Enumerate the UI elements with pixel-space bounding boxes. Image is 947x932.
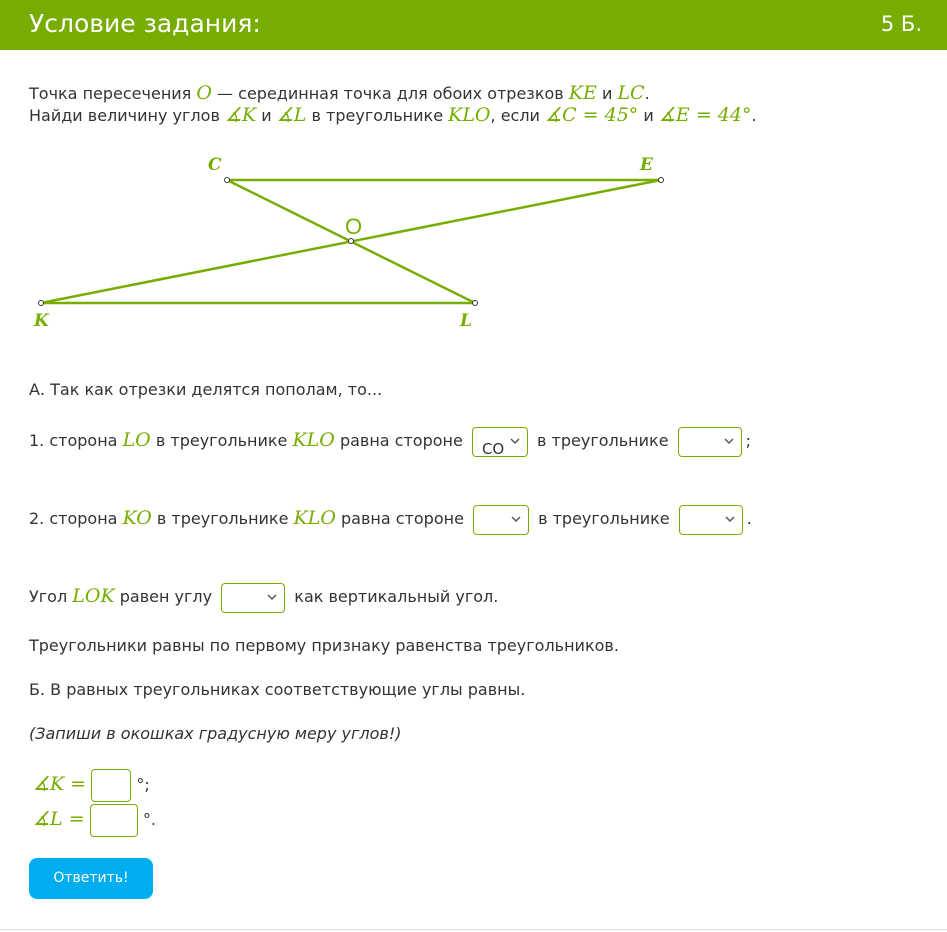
section-a-text: А. Так как отрезки делятся пополам, то... <box>29 380 383 399</box>
intro-line-1 <box>29 82 650 105</box>
answer-l-row <box>33 802 156 837</box>
math-angle-E: ∡E = 44° <box>658 104 752 126</box>
task-header <box>0 0 947 50</box>
point-E <box>659 178 664 183</box>
degree-suffix: °. <box>142 810 156 829</box>
intro-text: и <box>256 106 277 125</box>
math-angle-L: ∡L <box>276 104 307 126</box>
point-C <box>225 178 230 183</box>
label-C: C <box>208 155 222 175</box>
label-L: L <box>460 311 472 331</box>
row-text: равна стороне <box>334 431 468 450</box>
chevron-down-icon <box>725 516 735 523</box>
geometry-diagram <box>0 140 700 340</box>
row-2 <box>29 502 752 535</box>
math-LC: LC <box>617 82 645 104</box>
row-text: в треугольнике <box>533 509 675 528</box>
math-KLO: KLO <box>292 429 335 451</box>
math-KO: KO <box>122 507 152 529</box>
angle-k-input[interactable] <box>91 769 131 802</box>
chevron-down-icon <box>724 438 734 445</box>
point-K <box>39 301 44 306</box>
row-text: как вертикальный угол. <box>289 587 499 606</box>
row-text: в треугольнике <box>150 431 293 450</box>
row-text: ; <box>745 431 752 450</box>
math-LOK: LOK <box>72 585 115 607</box>
intro-text: Найди величину углов <box>29 106 225 125</box>
side-select-2[interactable] <box>473 505 529 535</box>
math-angle-C: ∡C = 45° <box>545 104 639 126</box>
row-text: 2. сторона <box>29 509 123 528</box>
row-text: равна стороне <box>335 509 469 528</box>
row-text: в треугольнике <box>151 509 294 528</box>
row-text: в треугольнике <box>531 431 674 450</box>
chevron-down-icon <box>511 516 521 523</box>
answer-k-row <box>33 767 150 802</box>
intro-text: . <box>644 84 650 103</box>
intro-text: и <box>638 106 659 125</box>
task-score: 5 Б. <box>880 12 922 36</box>
intro-text: , если <box>490 106 546 125</box>
point-O <box>349 239 354 244</box>
chevron-down-icon <box>267 594 277 601</box>
triangle-select-1[interactable] <box>678 427 742 457</box>
select-value: CO <box>481 439 505 458</box>
hint-text: (Запиши в окошках градусную меру углов!) <box>29 724 402 743</box>
label-O: O <box>345 214 363 239</box>
row-text: 1. сторона <box>29 431 123 450</box>
math-angle-L-label: ∡L = <box>33 808 85 830</box>
math-KLO: KLO <box>448 104 491 126</box>
math-angle-K-label: ∡K = <box>33 773 87 795</box>
row-text: равен углу <box>114 587 218 606</box>
row-1 <box>29 424 751 457</box>
row-text: Угол <box>29 587 73 606</box>
divider <box>0 929 947 930</box>
section-b-text: Б. В равных треугольниках соответствующие углы равны. <box>29 680 526 699</box>
math-KLO: KLO <box>293 507 336 529</box>
angle-select[interactable] <box>221 583 285 613</box>
intro-text: и <box>596 84 618 103</box>
congruent-text: Треугольники равны по первому признаку равенства треугольников. <box>29 636 619 655</box>
row-3 <box>29 580 498 613</box>
math-KE: KE <box>568 82 597 104</box>
task-title: Условие задания: <box>29 9 261 38</box>
row-text: . <box>746 509 752 528</box>
intro-text: Точка пересечения <box>29 84 197 103</box>
intro-text: в треугольнике <box>306 106 449 125</box>
label-K: K <box>34 311 49 331</box>
math-angle-K: ∡K <box>224 104 257 126</box>
chevron-down-icon <box>510 438 520 445</box>
triangle-select-2[interactable] <box>679 505 743 535</box>
side-select-1[interactable] <box>472 427 528 457</box>
submit-button[interactable]: Ответить! <box>29 858 153 899</box>
intro-text: . <box>751 106 757 125</box>
math-LO: LO <box>122 429 151 451</box>
intro-text: — серединная точка для обоих отрезков <box>211 84 569 103</box>
label-E: E <box>640 155 653 175</box>
intro-line-2 <box>29 104 757 127</box>
math-O: O <box>196 82 212 104</box>
point-L <box>473 301 478 306</box>
angle-l-input[interactable] <box>90 804 138 837</box>
degree-suffix: °; <box>136 775 150 794</box>
